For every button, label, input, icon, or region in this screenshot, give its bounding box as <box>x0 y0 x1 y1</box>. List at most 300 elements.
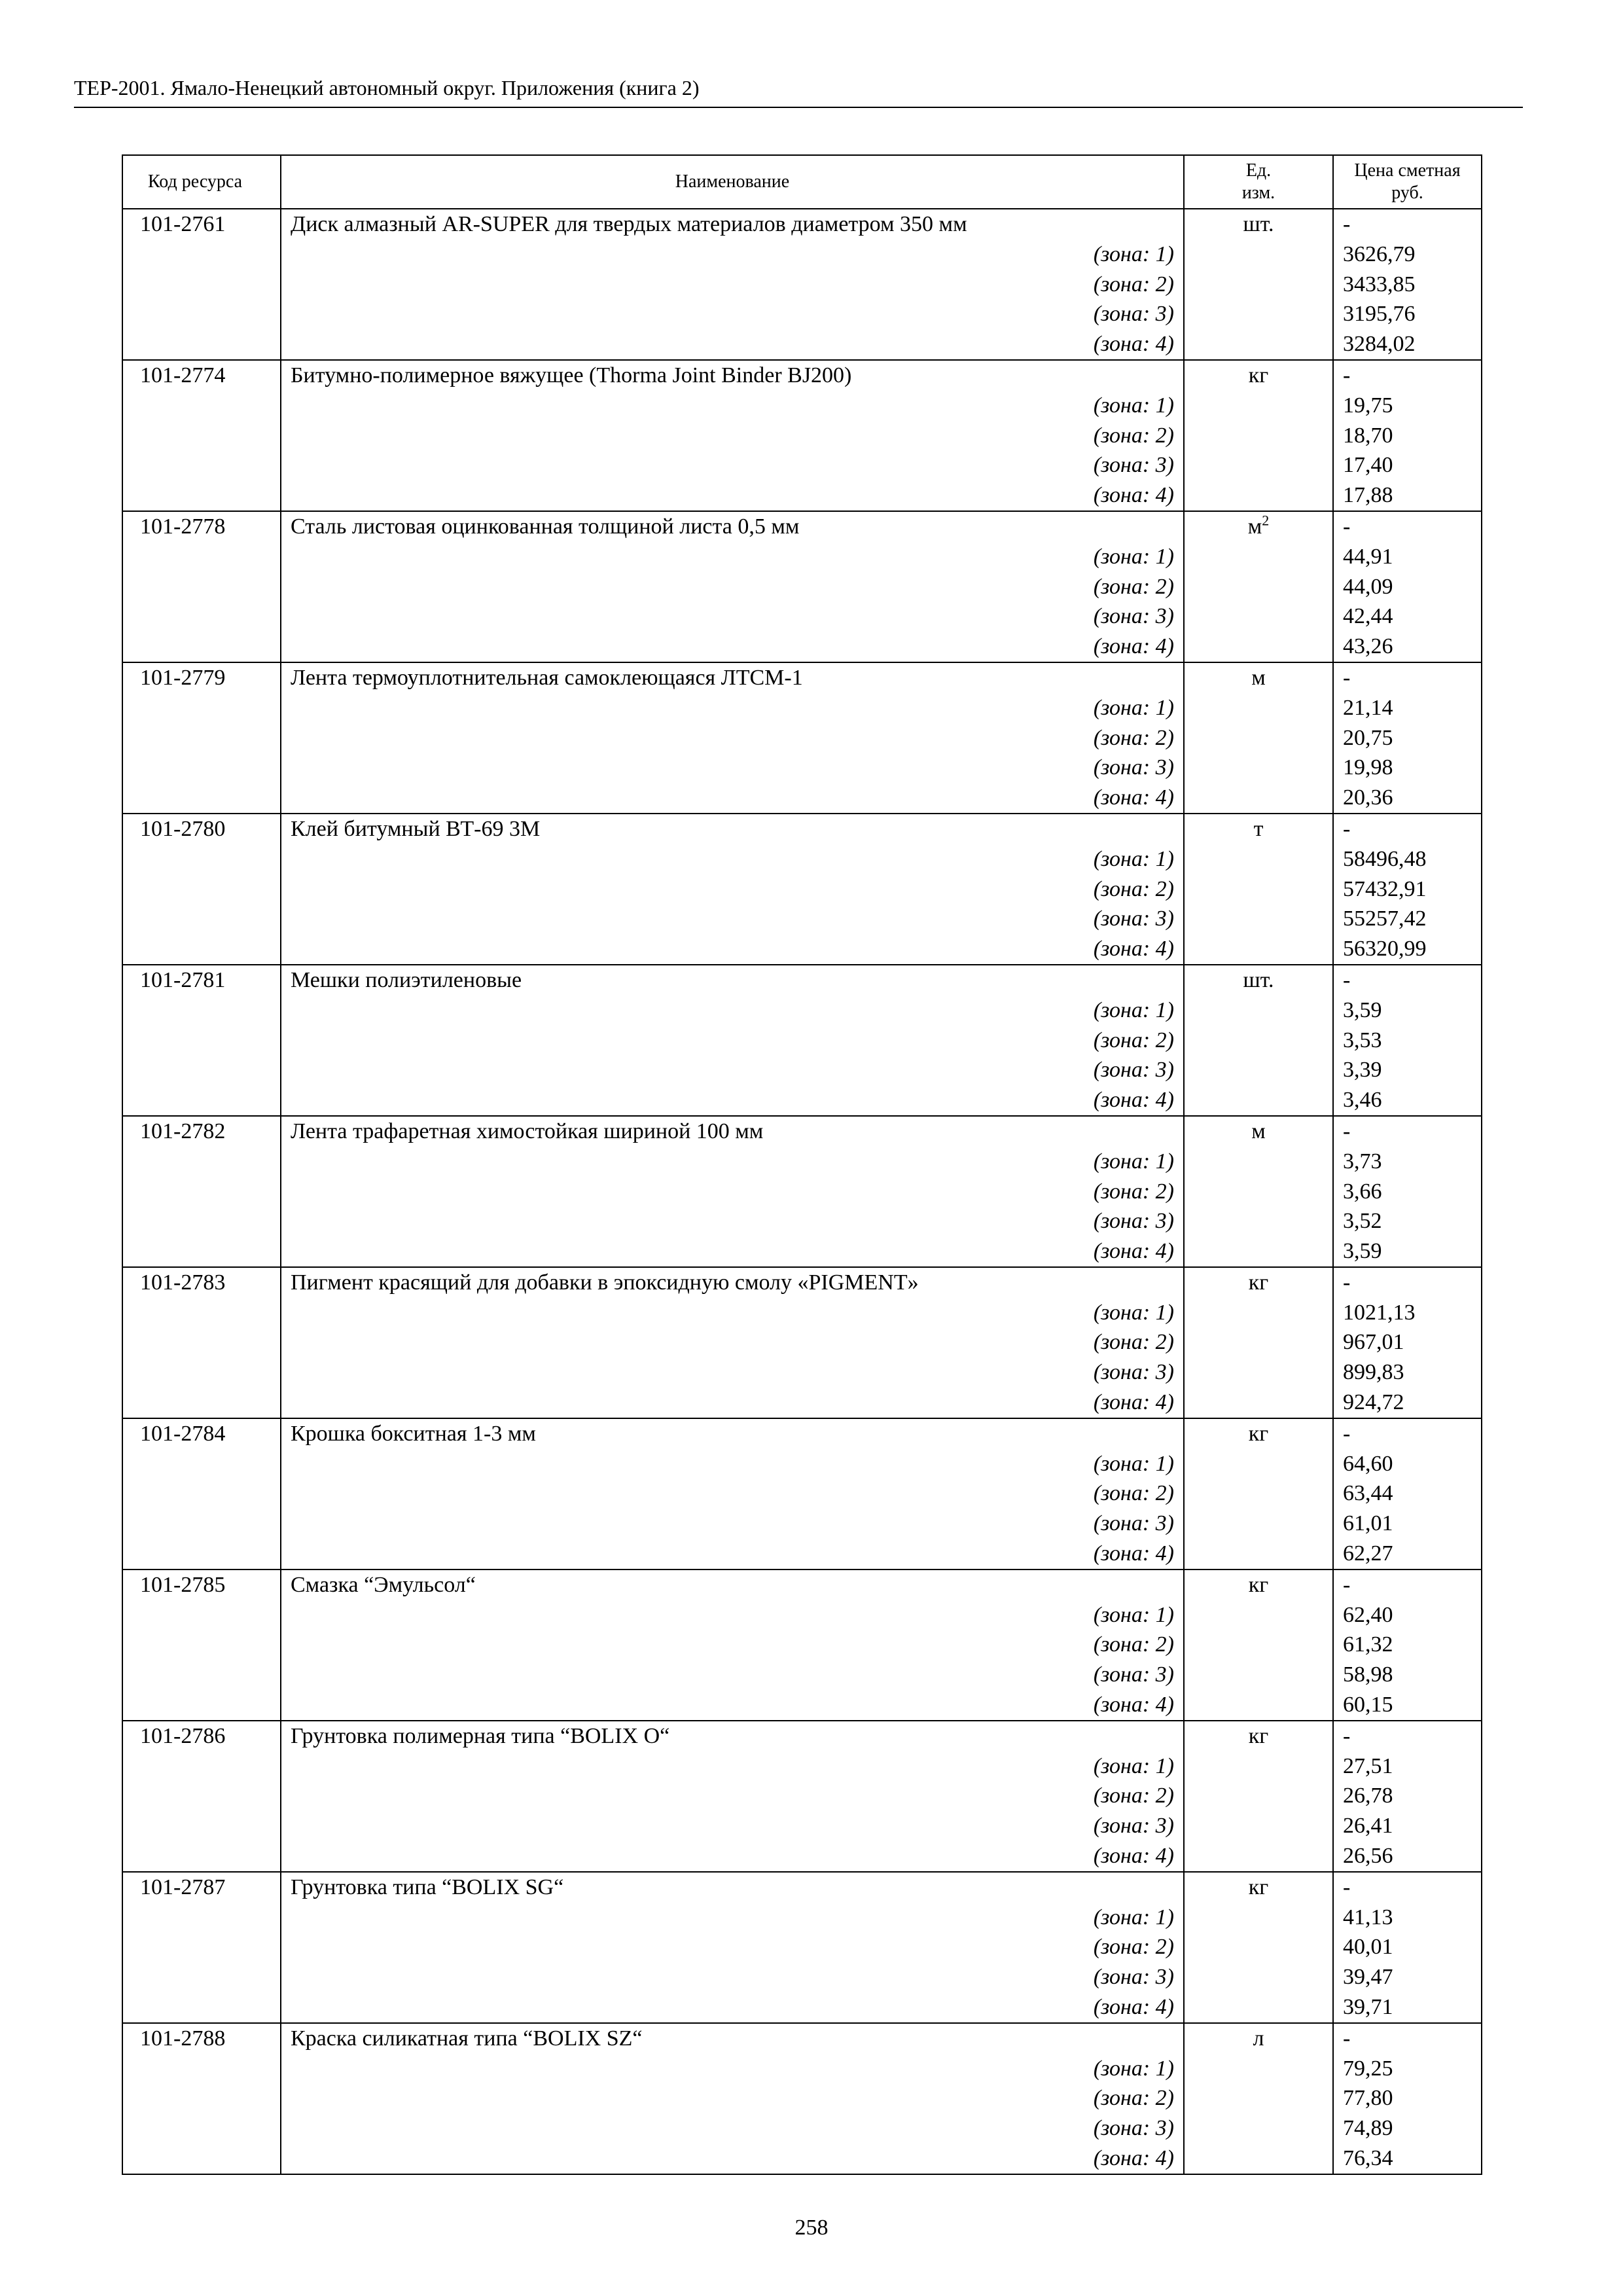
zone-price: 77,80 <box>1333 2083 1482 2113</box>
zone-row <box>122 1751 1482 1782</box>
empty-unit-cell <box>1184 2144 1333 2174</box>
running-header-title: ТЕР-2001. Ямало-Ненецкий автономный округ. Приложения (книга 2) <box>74 76 700 99</box>
empty-code-cell <box>122 1992 281 2023</box>
empty-unit-cell <box>1184 2113 1333 2144</box>
empty-code-cell <box>122 1811 281 1841</box>
zone-label: (зона: 4) <box>281 1841 1184 1872</box>
zone-row <box>122 299 1482 329</box>
resource-unit <box>1184 1570 1333 1600</box>
zone-price: 79,25 <box>1333 2054 1482 2084</box>
resource-name: Грунтовка полимерная типа “BOLIX O“ <box>281 1721 1184 1751</box>
zone-row <box>122 421 1482 451</box>
zone-price: 58,98 <box>1333 1660 1482 1690</box>
zone-label: (зона: 3) <box>281 1206 1184 1236</box>
zone-label: (зона: 4) <box>281 783 1184 814</box>
zone-price: 1021,13 <box>1333 1298 1482 1328</box>
empty-code-cell <box>122 1630 281 1660</box>
empty-unit-cell <box>1184 1147 1333 1177</box>
empty-unit-cell <box>1184 391 1333 421</box>
empty-unit-cell <box>1184 1177 1333 1207</box>
zone-row <box>122 1026 1482 1056</box>
empty-code-cell <box>122 480 281 511</box>
unit-text: кг <box>1248 1421 1269 1446</box>
zone-row <box>122 2113 1482 2144</box>
empty-code-cell <box>122 1085 281 1116</box>
zone-label: (зона: 1) <box>281 1449 1184 1479</box>
zone-row <box>122 1055 1482 1085</box>
empty-code-cell <box>122 1479 281 1509</box>
empty-unit-cell <box>1184 1751 1333 1782</box>
zone-label: (зона: 4) <box>281 1992 1184 2023</box>
empty-unit-cell <box>1184 1539 1333 1570</box>
zone-label: (зона: 2) <box>281 1932 1184 1962</box>
empty-unit-cell <box>1184 874 1333 905</box>
zone-label: (зона: 2) <box>281 1327 1184 1357</box>
zone-price: 18,70 <box>1333 421 1482 451</box>
empty-code-cell <box>122 421 281 451</box>
empty-code-cell <box>122 1660 281 1690</box>
resource-name: Диск алмазный AR-SUPER для твердых материалов диаметром 350 мм <box>281 209 1184 240</box>
empty-code-cell <box>122 693 281 723</box>
zone-row <box>122 1781 1482 1811</box>
resource-unit <box>1184 1418 1333 1449</box>
zone-label: (зона: 2) <box>281 2083 1184 2113</box>
zone-row <box>122 753 1482 783</box>
empty-code-cell <box>122 2054 281 2084</box>
empty-unit-cell <box>1184 240 1333 270</box>
resource-base-price: - <box>1333 360 1482 391</box>
resource-name: Сталь листовая оцинкованная толщиной листа 0,5 мм <box>281 511 1184 542</box>
column-header-price <box>1333 155 1482 209</box>
zone-label: (зона: 3) <box>281 1509 1184 1539</box>
zone-price: 3,59 <box>1333 1236 1482 1267</box>
zone-label: (зона: 3) <box>281 753 1184 783</box>
zone-price: 64,60 <box>1333 1449 1482 1479</box>
zone-price: 20,36 <box>1333 783 1482 814</box>
zone-label: (зона: 3) <box>281 2113 1184 2144</box>
empty-unit-cell <box>1184 1055 1333 1085</box>
empty-unit-cell <box>1184 542 1333 572</box>
resource-code: 101-2783 <box>122 1267 281 1298</box>
resource-unit <box>1184 209 1333 240</box>
empty-unit-cell <box>1184 1357 1333 1388</box>
zone-label: (зона: 3) <box>281 1962 1184 1992</box>
resource-base-price: - <box>1333 1721 1482 1751</box>
zone-price: 3,53 <box>1333 1026 1482 1056</box>
unit-text: м <box>1251 1119 1266 1143</box>
zone-row <box>122 844 1482 874</box>
resource-code: 101-2782 <box>122 1116 281 1147</box>
zone-row <box>122 542 1482 572</box>
empty-code-cell <box>122 723 281 753</box>
zone-price: 17,88 <box>1333 480 1482 511</box>
empty-unit-cell <box>1184 1206 1333 1236</box>
empty-code-cell <box>122 1841 281 1872</box>
zone-row <box>122 1811 1482 1841</box>
zone-price: 20,75 <box>1333 723 1482 753</box>
table-row <box>122 1418 1482 1449</box>
zone-label: (зона: 1) <box>281 1298 1184 1328</box>
empty-code-cell <box>122 542 281 572</box>
resource-code: 101-2785 <box>122 1570 281 1600</box>
column-header-unit-line2: изм. <box>1241 183 1275 203</box>
zone-row <box>122 1539 1482 1570</box>
empty-code-cell <box>122 1449 281 1479</box>
resource-code: 101-2761 <box>122 209 281 240</box>
empty-unit-cell <box>1184 996 1333 1026</box>
table-row <box>122 1570 1482 1600</box>
zone-label: (зона: 3) <box>281 601 1184 632</box>
empty-unit-cell <box>1184 1085 1333 1116</box>
zone-row <box>122 1206 1482 1236</box>
empty-unit-cell <box>1184 572 1333 602</box>
unit-text: кг <box>1248 1270 1269 1295</box>
column-header-unit-line1: Ед. <box>1245 160 1272 181</box>
unit-text: м <box>1247 514 1262 539</box>
zone-label: (зона: 2) <box>281 1177 1184 1207</box>
table-row <box>122 1872 1482 1903</box>
zone-row <box>122 1509 1482 1539</box>
resource-unit <box>1184 2023 1333 2054</box>
zone-label: (зона: 4) <box>281 632 1184 662</box>
zone-label: (зона: 2) <box>281 874 1184 905</box>
zone-label: (зона: 2) <box>281 723 1184 753</box>
zone-row <box>122 1085 1482 1116</box>
zone-price: 44,09 <box>1333 572 1482 602</box>
zone-row <box>122 1177 1482 1207</box>
zone-row <box>122 1992 1482 2023</box>
zone-price: 17,40 <box>1333 450 1482 480</box>
zone-row <box>122 874 1482 905</box>
zone-label: (зона: 1) <box>281 542 1184 572</box>
zone-row <box>122 480 1482 511</box>
resource-unit <box>1184 965 1333 996</box>
table-row <box>122 814 1482 844</box>
empty-unit-cell <box>1184 1660 1333 1690</box>
table-row <box>122 511 1482 542</box>
zone-label: (зона: 1) <box>281 1600 1184 1630</box>
resource-code: 101-2778 <box>122 511 281 542</box>
table-row <box>122 2023 1482 2054</box>
empty-code-cell <box>122 783 281 814</box>
resource-base-price: - <box>1333 814 1482 844</box>
empty-code-cell <box>122 2083 281 2113</box>
zone-row <box>122 1660 1482 1690</box>
resource-base-price: - <box>1333 965 1482 996</box>
empty-unit-cell <box>1184 753 1333 783</box>
zone-label: (зона: 4) <box>281 1236 1184 1267</box>
empty-code-cell <box>122 1539 281 1570</box>
empty-code-cell <box>122 632 281 662</box>
resource-name: Битумно-полимерное вяжущее (Thorma Joint Binder BJ200) <box>281 360 1184 391</box>
empty-unit-cell <box>1184 480 1333 511</box>
zone-price: 3195,76 <box>1333 299 1482 329</box>
table-row <box>122 1721 1482 1751</box>
zone-row <box>122 391 1482 421</box>
empty-code-cell <box>122 1298 281 1328</box>
zone-label: (зона: 1) <box>281 240 1184 270</box>
zone-price: 19,98 <box>1333 753 1482 783</box>
column-header-price-line1: Цена сметная <box>1354 160 1461 181</box>
empty-unit-cell <box>1184 723 1333 753</box>
zone-price: 3433,85 <box>1333 270 1482 300</box>
table-row <box>122 1267 1482 1298</box>
empty-code-cell <box>122 753 281 783</box>
table-row <box>122 662 1482 693</box>
empty-code-cell <box>122 1509 281 1539</box>
zone-price: 60,15 <box>1333 1690 1482 1721</box>
unit-text: шт. <box>1243 212 1274 236</box>
resource-code: 101-2781 <box>122 965 281 996</box>
zone-price: 27,51 <box>1333 1751 1482 1782</box>
empty-code-cell <box>122 904 281 934</box>
zone-price: 41,13 <box>1333 1903 1482 1933</box>
unit-text: кг <box>1248 1572 1269 1597</box>
empty-code-cell <box>122 1690 281 1721</box>
empty-code-cell <box>122 2113 281 2144</box>
resource-name: Лента трафаретная химостойкая шириной 100 мм <box>281 1116 1184 1147</box>
empty-unit-cell <box>1184 1509 1333 1539</box>
empty-unit-cell <box>1184 1298 1333 1328</box>
empty-code-cell <box>122 240 281 270</box>
resource-unit <box>1184 1721 1333 1751</box>
zone-price: 26,56 <box>1333 1841 1482 1872</box>
empty-code-cell <box>122 1177 281 1207</box>
empty-code-cell <box>122 329 281 360</box>
empty-unit-cell <box>1184 1449 1333 1479</box>
resource-price-table <box>122 154 1482 2175</box>
empty-code-cell <box>122 391 281 421</box>
zone-label: (зона: 1) <box>281 996 1184 1026</box>
zone-label: (зона: 2) <box>281 572 1184 602</box>
zone-row <box>122 2144 1482 2174</box>
zone-row <box>122 240 1482 270</box>
empty-code-cell <box>122 1932 281 1962</box>
zone-label: (зона: 2) <box>281 1026 1184 1056</box>
zone-row <box>122 783 1482 814</box>
zone-label: (зона: 3) <box>281 1357 1184 1388</box>
zone-label: (зона: 3) <box>281 450 1184 480</box>
zone-label: (зона: 2) <box>281 1630 1184 1660</box>
zone-label: (зона: 4) <box>281 1388 1184 1418</box>
zone-price: 76,34 <box>1333 2144 1482 2174</box>
zone-price: 42,44 <box>1333 601 1482 632</box>
zone-label: (зона: 1) <box>281 2054 1184 2084</box>
zone-row <box>122 1479 1482 1509</box>
zone-row <box>122 1449 1482 1479</box>
zone-label: (зона: 1) <box>281 844 1184 874</box>
empty-unit-cell <box>1184 1903 1333 1933</box>
zone-label: (зона: 3) <box>281 299 1184 329</box>
unit-text: кг <box>1248 1723 1269 1748</box>
empty-code-cell <box>122 1147 281 1177</box>
zone-price: 3284,02 <box>1333 329 1482 360</box>
zone-row <box>122 1690 1482 1721</box>
empty-code-cell <box>122 2144 281 2174</box>
unit-text: кг <box>1248 1874 1269 1899</box>
zone-label: (зона: 1) <box>281 1751 1184 1782</box>
empty-code-cell <box>122 270 281 300</box>
zone-price: 3,66 <box>1333 1177 1482 1207</box>
zone-row <box>122 601 1482 632</box>
empty-unit-cell <box>1184 2083 1333 2113</box>
resource-name: Краска силикатная типа “BOLIX SZ“ <box>281 2023 1184 2054</box>
resource-unit <box>1184 814 1333 844</box>
empty-unit-cell <box>1184 783 1333 814</box>
resource-name: Мешки полиэтиленовые <box>281 965 1184 996</box>
empty-code-cell <box>122 299 281 329</box>
zone-price: 40,01 <box>1333 1932 1482 1962</box>
zone-row <box>122 1962 1482 1992</box>
zone-price: 57432,91 <box>1333 874 1482 905</box>
zone-row <box>122 450 1482 480</box>
zone-row <box>122 996 1482 1026</box>
empty-unit-cell <box>1184 329 1333 360</box>
resource-name: Клей битумный ВТ-69 3М <box>281 814 1184 844</box>
empty-code-cell <box>122 601 281 632</box>
zone-label: (зона: 4) <box>281 2144 1184 2174</box>
column-header-name: Наименование <box>281 155 1184 209</box>
zone-price: 43,26 <box>1333 632 1482 662</box>
zone-label: (зона: 4) <box>281 1085 1184 1116</box>
zone-price: 26,41 <box>1333 1811 1482 1841</box>
resource-base-price: - <box>1333 662 1482 693</box>
resource-unit <box>1184 1116 1333 1147</box>
zone-price: 967,01 <box>1333 1327 1482 1357</box>
empty-code-cell <box>122 1055 281 1085</box>
empty-code-cell <box>122 1600 281 1630</box>
zone-price: 39,47 <box>1333 1962 1482 1992</box>
empty-unit-cell <box>1184 601 1333 632</box>
zone-label: (зона: 2) <box>281 1479 1184 1509</box>
zone-price: 3,52 <box>1333 1206 1482 1236</box>
zone-label: (зона: 1) <box>281 1147 1184 1177</box>
empty-code-cell <box>122 1781 281 1811</box>
zone-price: 3626,79 <box>1333 240 1482 270</box>
zone-price: 56320,99 <box>1333 934 1482 965</box>
empty-code-cell <box>122 1236 281 1267</box>
table-row <box>122 360 1482 391</box>
zone-row <box>122 1841 1482 1872</box>
zone-label: (зона: 3) <box>281 1660 1184 1690</box>
empty-unit-cell <box>1184 450 1333 480</box>
unit-text: шт. <box>1243 967 1274 992</box>
zone-price: 26,78 <box>1333 1781 1482 1811</box>
unit-superscript: 2 <box>1262 512 1270 529</box>
empty-unit-cell <box>1184 1236 1333 1267</box>
empty-unit-cell <box>1184 1388 1333 1418</box>
empty-unit-cell <box>1184 904 1333 934</box>
zone-price: 21,14 <box>1333 693 1482 723</box>
zone-row <box>122 632 1482 662</box>
resource-code: 101-2788 <box>122 2023 281 2054</box>
zone-label: (зона: 2) <box>281 1781 1184 1811</box>
zone-row <box>122 1600 1482 1630</box>
empty-unit-cell <box>1184 1811 1333 1841</box>
zone-label: (зона: 4) <box>281 1539 1184 1570</box>
resource-code: 101-2786 <box>122 1721 281 1751</box>
zone-price: 3,39 <box>1333 1055 1482 1085</box>
resource-code: 101-2787 <box>122 1872 281 1903</box>
resource-name: Грунтовка типа “BOLIX SG“ <box>281 1872 1184 1903</box>
zone-label: (зона: 3) <box>281 1811 1184 1841</box>
zone-row <box>122 1327 1482 1357</box>
empty-code-cell <box>122 1357 281 1388</box>
zone-row <box>122 1903 1482 1933</box>
zone-label: (зона: 2) <box>281 270 1184 300</box>
empty-unit-cell <box>1184 421 1333 451</box>
empty-unit-cell <box>1184 1600 1333 1630</box>
empty-code-cell <box>122 1327 281 1357</box>
zone-row <box>122 1388 1482 1418</box>
zone-price: 39,71 <box>1333 1992 1482 2023</box>
zone-row <box>122 1357 1482 1388</box>
table-row <box>122 965 1482 996</box>
zone-price: 74,89 <box>1333 2113 1482 2144</box>
zone-label: (зона: 4) <box>281 1690 1184 1721</box>
zone-row <box>122 2054 1482 2084</box>
empty-unit-cell <box>1184 1026 1333 1056</box>
zone-row <box>122 934 1482 965</box>
resource-base-price: - <box>1333 1872 1482 1903</box>
column-header-price-line2: руб. <box>1391 183 1423 203</box>
zone-price: 924,72 <box>1333 1388 1482 1418</box>
zone-label: (зона: 4) <box>281 329 1184 360</box>
running-header <box>74 74 1523 108</box>
zone-price: 55257,42 <box>1333 904 1482 934</box>
zone-price: 19,75 <box>1333 391 1482 421</box>
resource-name: Лента термоуплотнительная самоклеющаяся ЛТСМ-1 <box>281 662 1184 693</box>
empty-unit-cell <box>1184 934 1333 965</box>
resource-code: 101-2779 <box>122 662 281 693</box>
resource-base-price: - <box>1333 1267 1482 1298</box>
empty-code-cell <box>122 1026 281 1056</box>
empty-code-cell <box>122 996 281 1026</box>
zone-price: 44,91 <box>1333 542 1482 572</box>
unit-text: т <box>1253 816 1264 841</box>
table-row <box>122 1116 1482 1147</box>
empty-code-cell <box>122 1903 281 1933</box>
empty-code-cell <box>122 1206 281 1236</box>
empty-unit-cell <box>1184 1630 1333 1660</box>
zone-label: (зона: 4) <box>281 480 1184 511</box>
zone-row <box>122 723 1482 753</box>
resource-name: Крошка бокситная 1-3 мм <box>281 1418 1184 1449</box>
zone-price: 62,27 <box>1333 1539 1482 1570</box>
zone-price: 3,73 <box>1333 1147 1482 1177</box>
zone-price: 899,83 <box>1333 1357 1482 1388</box>
resource-base-price: - <box>1333 2023 1482 2054</box>
empty-code-cell <box>122 844 281 874</box>
zone-label: (зона: 1) <box>281 693 1184 723</box>
empty-unit-cell <box>1184 1327 1333 1357</box>
zone-row <box>122 1147 1482 1177</box>
zone-price: 63,44 <box>1333 1479 1482 1509</box>
empty-code-cell <box>122 1388 281 1418</box>
zone-row <box>122 1298 1482 1328</box>
resource-unit <box>1184 662 1333 693</box>
zone-price: 62,40 <box>1333 1600 1482 1630</box>
zone-label: (зона: 2) <box>281 421 1184 451</box>
empty-unit-cell <box>1184 270 1333 300</box>
empty-unit-cell <box>1184 299 1333 329</box>
unit-text: кг <box>1248 363 1269 387</box>
zone-label: (зона: 4) <box>281 934 1184 965</box>
empty-unit-cell <box>1184 1962 1333 1992</box>
resource-unit <box>1184 1267 1333 1298</box>
resource-unit <box>1184 360 1333 391</box>
resource-base-price: - <box>1333 1116 1482 1147</box>
